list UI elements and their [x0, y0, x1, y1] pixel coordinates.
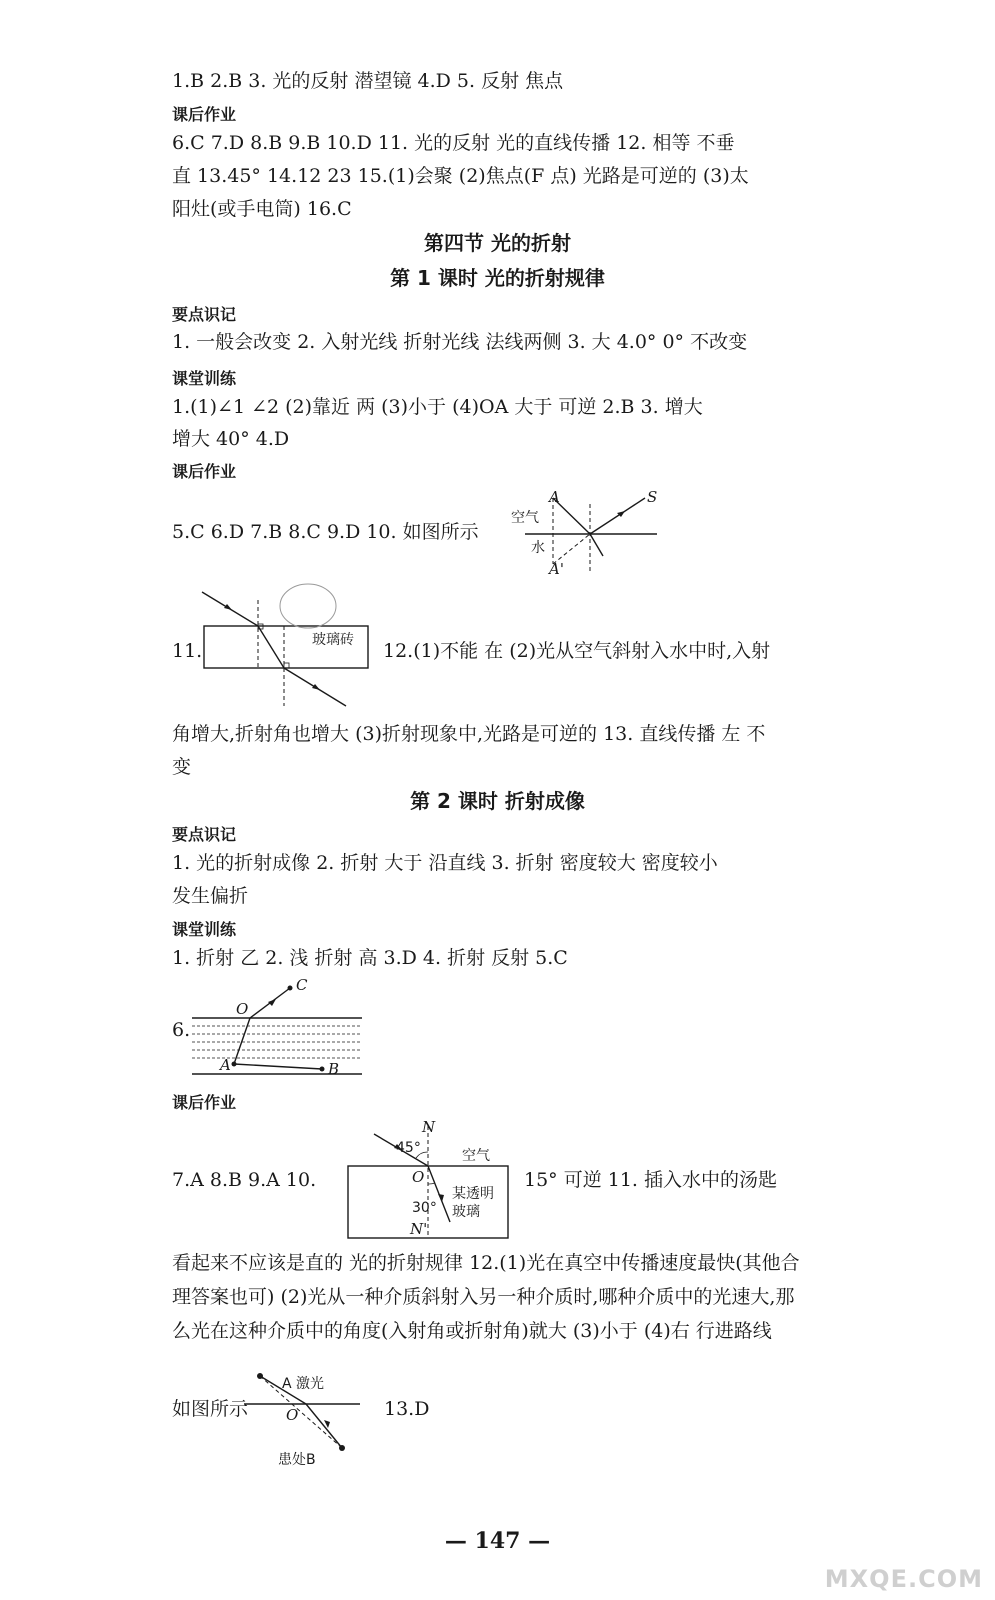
label-angle-30: 30° — [412, 1200, 437, 1216]
label-angle-45: 45° — [396, 1140, 421, 1156]
label-n-prime: N' — [410, 1220, 428, 1238]
label-n: N — [422, 1118, 436, 1136]
answer-line-4: 阳灶(或手电筒) 16.C — [172, 198, 352, 220]
answer-line-9b: 12.(1)不能 在 (2)光从空气斜射入水中时,入射 — [383, 640, 771, 662]
heading-classroom-1: 课堂训练 — [172, 369, 237, 388]
lesson-2-title: 第 2 课时 折射成像 — [410, 789, 585, 813]
figure-q10-air-water — [505, 486, 665, 576]
label-air: 空气 — [511, 510, 539, 526]
label-a-prime: A' — [549, 560, 564, 578]
figure-q11-glass-brick — [196, 580, 376, 710]
heading-key-points-2: 要点识记 — [172, 825, 237, 844]
answer-line-7: 增大 40° 4.D — [172, 428, 290, 450]
label-a: A — [549, 488, 560, 506]
lesson-1-title: 第 1 课时 光的折射规律 — [390, 266, 605, 290]
answer-line-6: 1.(1)∠1 ∠2 (2)靠近 两 (3)小于 (4)OA 大于 可逆 2.B 3. 增大 — [172, 396, 703, 418]
label-o: O — [412, 1168, 425, 1186]
answer-line-3: 直 13.45° 14.12 23 15.(1)会聚 (2)焦点(F 点) 光路是可逆的 (3)太 — [172, 165, 749, 187]
stamp-mark — [280, 584, 336, 628]
figure-q12-laser — [238, 1368, 368, 1468]
answer-line-16b: 15° 可逆 11. 插入水中的汤匙 — [524, 1169, 778, 1191]
answer-line-20a: 如图所示 — [172, 1398, 249, 1420]
figure-q6-water — [192, 976, 364, 1082]
answer-line-13: 发生偏折 — [172, 885, 249, 907]
label-a-laser: A 激光 — [282, 1376, 325, 1392]
label-glass-line2: 玻璃 — [452, 1204, 480, 1220]
answer-line-15: 6. — [172, 1019, 191, 1041]
answer-line-5: 1. 一般会改变 2. 入射光线 折射光线 法线两侧 3. 大 4.0° 0° 不改变 — [172, 331, 748, 353]
answer-line-16a: 7.A 8.B 9.A 10. — [172, 1169, 317, 1191]
answer-line-11: 变 — [172, 756, 192, 778]
answer-line-19: 么光在这种介质中的角度(入射角或折射角)就大 (3)小于 (4)右 行进路线 — [172, 1320, 772, 1342]
label-c: C — [296, 976, 308, 994]
answer-line-9a: 11. — [172, 640, 203, 662]
label-water: 水 — [531, 540, 545, 556]
page-number: — 147 — — [444, 1528, 551, 1554]
heading-homework-1: 课后作业 — [172, 105, 237, 124]
label-b-lesion: 患处B — [278, 1452, 316, 1468]
watermark-text: MXQE.COM — [824, 1565, 983, 1593]
heading-classroom-2: 课堂训练 — [172, 920, 237, 939]
answer-line-17: 看起来不应该是直的 光的折射规律 12.(1)光在真空中传播速度最快(其他合 — [172, 1252, 800, 1274]
answer-line-12: 1. 光的折射成像 2. 折射 大于 沿直线 3. 折射 密度较大 密度较小 — [172, 852, 718, 874]
heading-key-points-1: 要点识记 — [172, 305, 237, 324]
label-o: O — [286, 1406, 299, 1424]
answer-line-1: 1.B 2.B 3. 光的反射 潜望镜 4.D 5. 反射 焦点 — [172, 70, 564, 92]
label-glass-brick: 玻璃砖 — [312, 632, 354, 648]
answer-line-2: 6.C 7.D 8.B 9.B 10.D 11. 光的反射 光的直线传播 12. 相等 不垂 — [172, 132, 735, 154]
answer-line-8: 5.C 6.D 7.B 8.C 9.D 10. 如图所示 — [172, 521, 479, 543]
label-glass-line1: 某透明 — [452, 1186, 494, 1202]
figure-q10-glass-refraction — [346, 1118, 518, 1242]
label-o: O — [236, 1000, 249, 1018]
label-s: S — [647, 488, 658, 506]
answer-line-18: 理答案也可) (2)光从一种介质斜射入另一种介质时,哪种介质中的光速大,那 — [172, 1286, 795, 1308]
section-title-refraction: 第四节 光的折射 — [424, 231, 571, 255]
answer-line-20b: 13.D — [384, 1398, 430, 1420]
answer-line-10: 角增大,折射角也增大 (3)折射现象中,光路是可逆的 13. 直线传播 左 不 — [172, 723, 766, 745]
label-air: 空气 — [462, 1148, 490, 1164]
answer-line-14: 1. 折射 乙 2. 浅 折射 高 3.D 4. 折射 反射 5.C — [172, 947, 568, 969]
heading-homework-3: 课后作业 — [172, 1093, 237, 1112]
heading-homework-2: 课后作业 — [172, 462, 237, 481]
label-a: A — [220, 1056, 231, 1074]
label-b: B — [328, 1060, 340, 1078]
